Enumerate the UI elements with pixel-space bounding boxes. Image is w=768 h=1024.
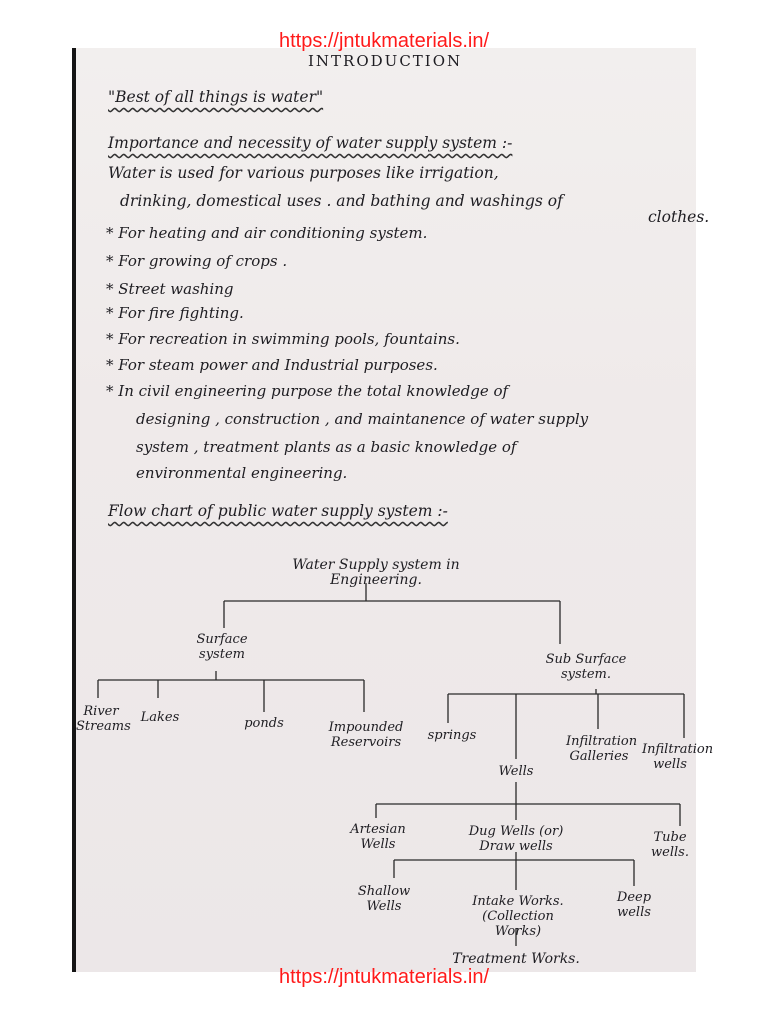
flowchart-node-wells: Wells [498,764,534,779]
flowchart-node-dug-wells: Dug Wells (or) Draw wells [468,824,564,854]
paragraph-line-1: Water is used for various purposes like irrigation, [108,164,499,182]
flowchart-surface: Surface system [196,632,248,662]
flowchart-node-river: River Streams [76,704,131,734]
bullet-item: * For heating and air conditioning system. [106,224,428,242]
flowchart-node-shallow-wells: Shallow Wells [357,884,411,914]
bullet-item: * For fire fighting. [106,304,244,322]
flowchart-root: Water Supply system in Engineering. [292,557,460,588]
page-title: INTRODUCTION [308,52,463,70]
flowchart-node-reservoirs: Impounded Reservoirs [328,720,404,750]
bullet-continuation: system , treatment plants as a basic knowledge of [136,438,517,456]
flowchart-node-deep-wells: Deep wells [616,890,652,920]
flowchart-node-intake-works: Intake Works. (Collection Works) [472,894,564,939]
flowchart-node-infiltration-galleries: Infiltration Galleries [566,734,638,764]
flowchart-node-infiltration-wells: Infiltration wells [642,742,714,772]
bullet-continuation: environmental engineering. [136,464,348,482]
source-url-top[interactable]: https://jntukmaterials.in/ [278,30,490,52]
quote-line: "Best of all things is water" [108,88,324,106]
paragraph-line-3: clothes. [648,208,710,226]
bullet-item: * For steam power and Industrial purposes. [106,356,438,374]
flowchart-node-treatment-works: Treatment Works. [452,951,580,967]
bullet-item: * Street washing [106,280,234,298]
bullet-item: * For recreation in swimming pools, fountains. [106,330,460,348]
flowchart-node-ponds: ponds [244,716,284,731]
flowchart-subsurface: Sub Surface system. [545,652,627,682]
notebook-page [72,48,714,972]
heading-flowchart: Flow chart of public water supply system :- [108,502,448,520]
flowchart-node-lakes: Lakes [140,710,180,725]
heading-importance: Importance and necessity of water supply system :- [108,134,513,152]
bullet-item: * In civil engineering purpose the total knowledge of [106,382,509,400]
flowchart-node-tube-wells: Tube wells. [651,830,689,860]
paragraph-line-2: drinking, domestical uses . and bathing and washings of [120,192,563,210]
bullet-item: * For growing of crops . [106,252,288,270]
flowchart-node-artesian-wells: Artesian Wells [350,822,406,852]
bullet-continuation: designing , construction , and maintanence of water supply [136,410,589,428]
flowchart-node-springs: springs [427,728,477,743]
source-url-bottom[interactable]: https://jntukmaterials.in/ [278,966,490,988]
